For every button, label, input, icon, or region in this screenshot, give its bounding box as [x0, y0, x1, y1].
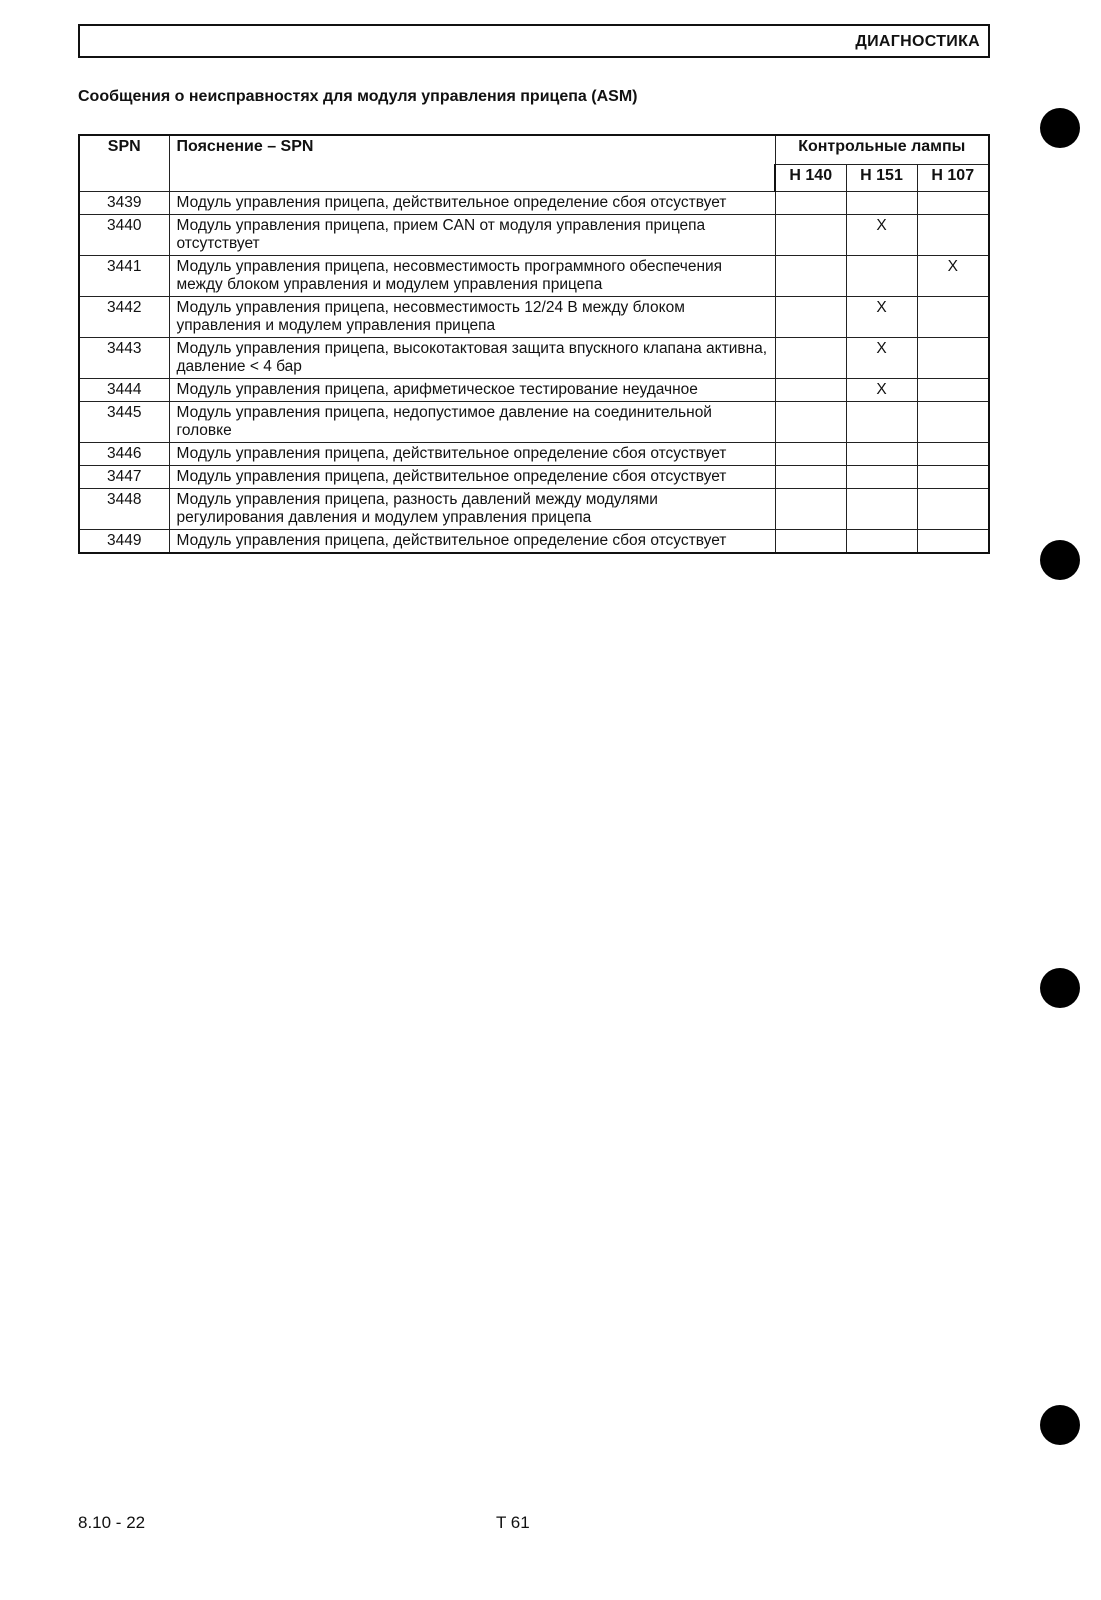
lamp-h107-mark: [917, 297, 989, 338]
fault-description: Модуль управления прицепа, недопустимое давление на соединительной головке: [169, 402, 775, 443]
fault-description: Модуль управления прицепа, высокотактовая защита впускного клапана активна, давление < 4 бар: [169, 338, 775, 379]
lamp-h140-mark: [775, 489, 846, 530]
lamp-h151-mark: [846, 489, 917, 530]
spn-code: 3449: [79, 530, 169, 554]
header-lamps: Контрольные лампы: [775, 135, 989, 165]
lamp-h107-mark: X: [917, 256, 989, 297]
lamp-h151-mark: X: [846, 297, 917, 338]
lamp-h107-mark: [917, 489, 989, 530]
spn-code: 3444: [79, 379, 169, 402]
page-number: 8.10 - 22: [78, 1513, 146, 1532]
lamp-h107-mark: [917, 402, 989, 443]
table-row: [79, 192, 989, 215]
spn-code: 3448: [79, 489, 169, 530]
header-lamp-h107: H 107: [917, 165, 989, 192]
lamp-h140-mark: [775, 192, 846, 215]
lamp-h107-mark: [917, 530, 989, 554]
spn-code: 3441: [79, 256, 169, 297]
binder-hole-2: [1040, 540, 1080, 580]
document-code: T 61: [496, 1513, 530, 1532]
fault-description: Модуль управления прицепа, действительное определение сбоя отсуствует: [169, 530, 775, 554]
header-spn: SPN: [79, 135, 169, 192]
lamp-h140-mark: [775, 215, 846, 256]
lamp-h140-mark: [775, 402, 846, 443]
lamp-h140-mark: [775, 379, 846, 402]
lamp-h107-mark: [917, 215, 989, 256]
header-lamp-h151: H 151: [846, 165, 917, 192]
table-row: [79, 489, 989, 530]
lamp-h107-mark: [917, 466, 989, 489]
lamp-h151-mark: [846, 402, 917, 443]
page-title: Сообщения о неисправностях для модуля управления прицепа (ASM): [78, 88, 638, 105]
binder-hole-4: [1040, 1405, 1080, 1445]
lamp-h140-mark: [775, 443, 846, 466]
table-row: [79, 379, 989, 402]
spn-code: 3442: [79, 297, 169, 338]
lamp-h151-mark: [846, 256, 917, 297]
lamp-h107-mark: [917, 192, 989, 215]
table-row: [79, 443, 989, 466]
table-row: [79, 402, 989, 443]
table-row: [79, 466, 989, 489]
section-header: [78, 24, 990, 58]
binder-hole-1: [1040, 108, 1080, 148]
lamp-h140-mark: [775, 256, 846, 297]
fault-description: Модуль управления прицепа, несовместимость программного обеспечения между блоком управления и модулем управления прицепа: [169, 256, 775, 297]
lamp-h140-mark: [775, 530, 846, 554]
fault-description: Модуль управления прицепа, действительное определение сбоя отсуствует: [169, 466, 775, 489]
lamp-h107-mark: [917, 338, 989, 379]
lamp-h151-mark: X: [846, 379, 917, 402]
fault-description: Модуль управления прицепа, арифметическое тестирование неудачное: [169, 379, 775, 402]
table-row: [79, 297, 989, 338]
lamp-h151-mark: [846, 443, 917, 466]
lamp-h107-mark: [917, 379, 989, 402]
fault-description: Модуль управления прицепа, несовместимость 12/24 В между блоком управления и модулем управления прицепа: [169, 297, 775, 338]
lamp-h151-mark: X: [846, 338, 917, 379]
lamp-h140-mark: [775, 338, 846, 379]
table-row: [79, 338, 989, 379]
lamp-h151-mark: [846, 466, 917, 489]
lamp-h140-mark: [775, 297, 846, 338]
spn-code: 3447: [79, 466, 169, 489]
fault-description: Модуль управления прицепа, прием CAN от модуля управления прицепа отсутствует: [169, 215, 775, 256]
lamp-h140-mark: [775, 466, 846, 489]
table-row: [79, 530, 989, 554]
fault-table: [78, 134, 990, 554]
spn-code: 3440: [79, 215, 169, 256]
spn-code: 3446: [79, 443, 169, 466]
table-row: [79, 256, 989, 297]
lamp-h151-mark: X: [846, 215, 917, 256]
fault-description: Модуль управления прицепа, действительное определение сбоя отсуствует: [169, 192, 775, 215]
spn-code: 3439: [79, 192, 169, 215]
header-description: Пояснение – SPN: [169, 135, 775, 192]
binder-hole-3: [1040, 968, 1080, 1008]
section-title: ДИАГНОСТИКА: [855, 33, 980, 50]
spn-code: 3443: [79, 338, 169, 379]
fault-description: Модуль управления прицепа, действительное определение сбоя отсуствует: [169, 443, 775, 466]
lamp-h151-mark: [846, 530, 917, 554]
lamp-h107-mark: [917, 443, 989, 466]
table-row: [79, 215, 989, 256]
lamp-h151-mark: [846, 192, 917, 215]
spn-code: 3445: [79, 402, 169, 443]
header-lamp-h140: H 140: [775, 165, 846, 192]
fault-description: Модуль управления прицепа, разность давлений между модулями регулирования давления и модулем управления прицепа: [169, 489, 775, 530]
